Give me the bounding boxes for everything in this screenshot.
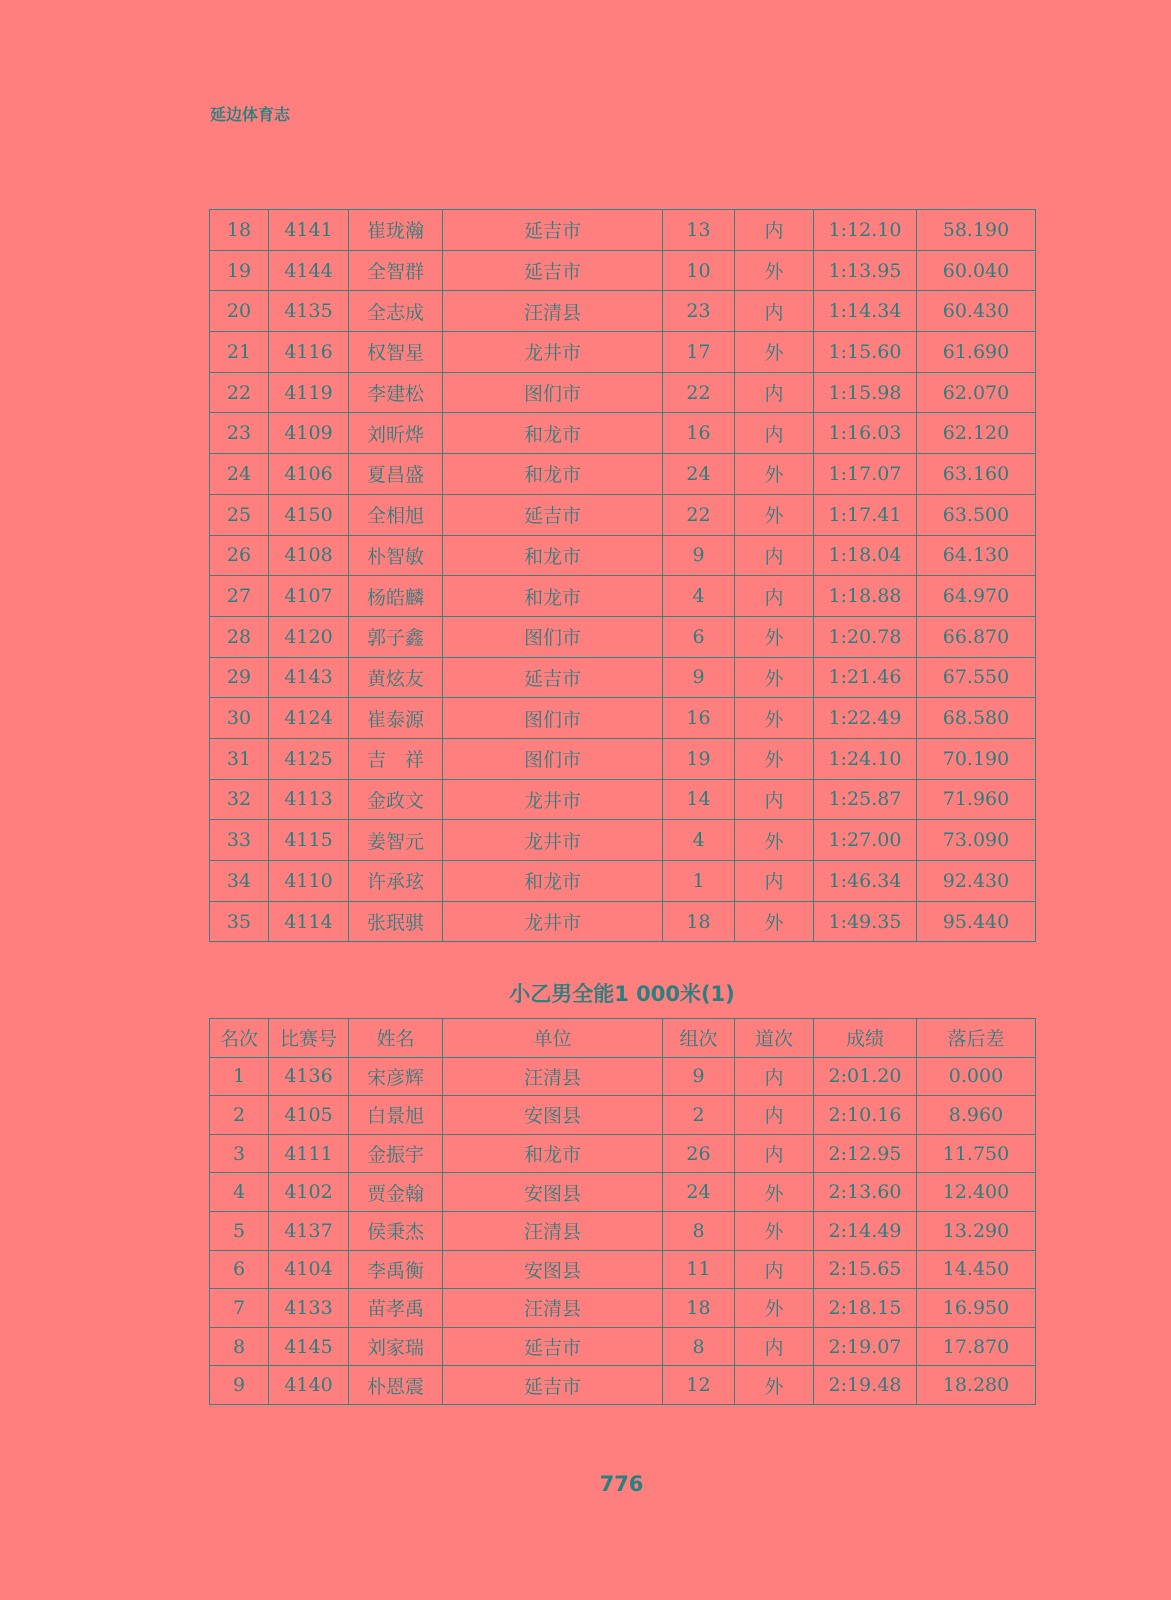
name-cell: 许承玹: [349, 861, 443, 902]
gap-cell: 12.400: [917, 1173, 1036, 1212]
name-cell: 朴智敏: [349, 535, 443, 576]
time-cell: 1:25.87: [814, 779, 917, 820]
unit-cell: 汪清县: [443, 1289, 663, 1328]
name-cell: 郭子鑫: [349, 616, 443, 657]
rank-cell: 23: [210, 413, 269, 454]
name-cell: 金政文: [349, 779, 443, 820]
heat-cell: 12: [663, 1366, 735, 1405]
table-header-row: [210, 1019, 1036, 1058]
lane-cell: 外: [735, 494, 814, 535]
table-row: [210, 250, 1036, 291]
bib-cell: 4124: [269, 698, 349, 739]
table-row: [210, 901, 1036, 942]
column-header: 落后差: [917, 1019, 1036, 1058]
bib-cell: 4141: [269, 210, 349, 251]
rank-cell: 21: [210, 332, 269, 373]
table-row: [210, 1211, 1036, 1250]
rank-cell: 28: [210, 616, 269, 657]
unit-cell: 龙井市: [443, 901, 663, 942]
time-cell: 2:18.15: [814, 1289, 917, 1328]
heat-cell: 14: [663, 779, 735, 820]
lane-cell: 内: [735, 1250, 814, 1289]
table-row: [210, 454, 1036, 495]
lane-cell: 内: [735, 1057, 814, 1096]
time-cell: 2:10.16: [814, 1096, 917, 1135]
rank-cell: 24: [210, 454, 269, 495]
heat-cell: 19: [663, 738, 735, 779]
name-cell: 夏昌盛: [349, 454, 443, 495]
bib-cell: 4120: [269, 616, 349, 657]
unit-cell: 和龙市: [443, 454, 663, 495]
rank-cell: 32: [210, 779, 269, 820]
column-header: 比赛号: [269, 1019, 349, 1058]
table-row: [210, 535, 1036, 576]
unit-cell: 延吉市: [443, 657, 663, 698]
gap-cell: 0.000: [917, 1057, 1036, 1096]
bib-cell: 4114: [269, 901, 349, 942]
table-row: [210, 698, 1036, 739]
heat-cell: 16: [663, 698, 735, 739]
heat-cell: 16: [663, 413, 735, 454]
rank-cell: 29: [210, 657, 269, 698]
lane-cell: 内: [735, 535, 814, 576]
running-head: 延边体育志: [210, 105, 291, 124]
gap-cell: 17.870: [917, 1327, 1036, 1366]
gap-cell: 11.750: [917, 1134, 1036, 1173]
unit-cell: 龙井市: [443, 820, 663, 861]
unit-cell: 安图县: [443, 1250, 663, 1289]
table-row: [210, 1289, 1036, 1328]
lane-cell: 内: [735, 372, 814, 413]
gap-cell: 64.970: [917, 576, 1036, 617]
time-cell: 1:21.46: [814, 657, 917, 698]
lane-cell: 内: [735, 861, 814, 902]
gap-cell: 18.280: [917, 1366, 1036, 1405]
name-cell: 金振宇: [349, 1134, 443, 1173]
heat-cell: 22: [663, 372, 735, 413]
unit-cell: 图们市: [443, 372, 663, 413]
name-cell: 侯秉杰: [349, 1211, 443, 1250]
gap-cell: 66.870: [917, 616, 1036, 657]
name-cell: 李建松: [349, 372, 443, 413]
lane-cell: 外: [735, 901, 814, 942]
lane-cell: 外: [735, 738, 814, 779]
rank-cell: 5: [210, 1211, 269, 1250]
lane-cell: 内: [735, 779, 814, 820]
lane-cell: 内: [735, 576, 814, 617]
lane-cell: 外: [735, 1173, 814, 1212]
heat-cell: 11: [663, 1250, 735, 1289]
table-row: [210, 1096, 1036, 1135]
unit-cell: 汪清县: [443, 291, 663, 332]
heat-cell: 24: [663, 454, 735, 495]
rank-cell: 26: [210, 535, 269, 576]
gap-cell: 64.130: [917, 535, 1036, 576]
table-row: [210, 494, 1036, 535]
name-cell: 宋彦辉: [349, 1057, 443, 1096]
page-number: 776: [599, 1472, 644, 1496]
name-cell: 刘昕烨: [349, 413, 443, 454]
unit-cell: 延吉市: [443, 494, 663, 535]
heat-cell: 18: [663, 901, 735, 942]
heat-cell: 24: [663, 1173, 735, 1212]
gap-cell: 63.160: [917, 454, 1036, 495]
bib-cell: 4109: [269, 413, 349, 454]
lane-cell: 外: [735, 698, 814, 739]
heat-cell: 13: [663, 210, 735, 251]
rank-cell: 18: [210, 210, 269, 251]
time-cell: 2:14.49: [814, 1211, 917, 1250]
name-cell: 贾金翰: [349, 1173, 443, 1212]
bib-cell: 4113: [269, 779, 349, 820]
time-cell: 1:13.95: [814, 250, 917, 291]
column-header: 单位: [443, 1019, 663, 1058]
heat-cell: 26: [663, 1134, 735, 1173]
lane-cell: 外: [735, 1366, 814, 1405]
rank-cell: 30: [210, 698, 269, 739]
time-cell: 2:19.48: [814, 1366, 917, 1405]
bib-cell: 4106: [269, 454, 349, 495]
heat-cell: 18: [663, 1289, 735, 1328]
bib-cell: 4133: [269, 1289, 349, 1328]
time-cell: 1:22.49: [814, 698, 917, 739]
gap-cell: 92.430: [917, 861, 1036, 902]
unit-cell: 汪清县: [443, 1057, 663, 1096]
table-row: [210, 372, 1036, 413]
name-cell: 全智群: [349, 250, 443, 291]
lane-cell: 外: [735, 332, 814, 373]
gap-cell: 61.690: [917, 332, 1036, 373]
table-row: [210, 1327, 1036, 1366]
rank-cell: 34: [210, 861, 269, 902]
table-row: [210, 1134, 1036, 1173]
rank-cell: 25: [210, 494, 269, 535]
column-header: 道次: [735, 1019, 814, 1058]
table-row: [210, 861, 1036, 902]
name-cell: 崔泰源: [349, 698, 443, 739]
unit-cell: 和龙市: [443, 576, 663, 617]
table-row: [210, 1366, 1036, 1405]
unit-cell: 和龙市: [443, 1134, 663, 1173]
heat-cell: 9: [663, 657, 735, 698]
heat-cell: 8: [663, 1327, 735, 1366]
gap-cell: 16.950: [917, 1289, 1036, 1328]
name-cell: 崔珑瀚: [349, 210, 443, 251]
lane-cell: 内: [735, 291, 814, 332]
gap-cell: 13.290: [917, 1211, 1036, 1250]
gap-cell: 60.040: [917, 250, 1036, 291]
bib-cell: 4144: [269, 250, 349, 291]
heat-cell: 9: [663, 535, 735, 576]
unit-cell: 延吉市: [443, 210, 663, 251]
rank-cell: 2: [210, 1096, 269, 1135]
gap-cell: 8.960: [917, 1096, 1036, 1135]
time-cell: 1:20.78: [814, 616, 917, 657]
lane-cell: 外: [735, 616, 814, 657]
bib-cell: 4111: [269, 1134, 349, 1173]
time-cell: 1:17.07: [814, 454, 917, 495]
bib-cell: 4110: [269, 861, 349, 902]
unit-cell: 和龙市: [443, 861, 663, 902]
rank-cell: 1: [210, 1057, 269, 1096]
table-row: [210, 738, 1036, 779]
unit-cell: 和龙市: [443, 535, 663, 576]
time-cell: 1:18.04: [814, 535, 917, 576]
heat-cell: 1: [663, 861, 735, 902]
rank-cell: 7: [210, 1289, 269, 1328]
bib-cell: 4115: [269, 820, 349, 861]
bib-cell: 4108: [269, 535, 349, 576]
name-cell: 苗孝禹: [349, 1289, 443, 1328]
bib-cell: 4135: [269, 291, 349, 332]
time-cell: 1:15.60: [814, 332, 917, 373]
bib-cell: 4105: [269, 1096, 349, 1135]
name-cell: 黄炫友: [349, 657, 443, 698]
table-row: [210, 576, 1036, 617]
bib-cell: 4125: [269, 738, 349, 779]
gap-cell: 73.090: [917, 820, 1036, 861]
bib-cell: 4140: [269, 1366, 349, 1405]
time-cell: 1:24.10: [814, 738, 917, 779]
gap-cell: 14.450: [917, 1250, 1036, 1289]
name-cell: 全相旭: [349, 494, 443, 535]
bib-cell: 4119: [269, 372, 349, 413]
rank-cell: 8: [210, 1327, 269, 1366]
heat-cell: 8: [663, 1211, 735, 1250]
table-row: [210, 1057, 1036, 1096]
results-table-continued: [209, 209, 1036, 942]
time-cell: 1:49.35: [814, 901, 917, 942]
table-row: [210, 657, 1036, 698]
bib-cell: 4116: [269, 332, 349, 373]
table-row: [210, 616, 1036, 657]
lane-cell: 外: [735, 657, 814, 698]
lane-cell: 内: [735, 1134, 814, 1173]
name-cell: 全志成: [349, 291, 443, 332]
rank-cell: 20: [210, 291, 269, 332]
heat-cell: 9: [663, 1057, 735, 1096]
unit-cell: 图们市: [443, 616, 663, 657]
time-cell: 2:13.60: [814, 1173, 917, 1212]
column-header: 名次: [210, 1019, 269, 1058]
unit-cell: 图们市: [443, 738, 663, 779]
table-row: [210, 210, 1036, 251]
heat-cell: 6: [663, 616, 735, 657]
lane-cell: 外: [735, 250, 814, 291]
time-cell: 1:46.34: [814, 861, 917, 902]
section-title: 小乙男全能1 000米(1): [509, 982, 735, 1006]
rank-cell: 4: [210, 1173, 269, 1212]
gap-cell: 95.440: [917, 901, 1036, 942]
heat-cell: 17: [663, 332, 735, 373]
time-cell: 1:14.34: [814, 291, 917, 332]
heat-cell: 22: [663, 494, 735, 535]
unit-cell: 安图县: [443, 1096, 663, 1135]
rank-cell: 31: [210, 738, 269, 779]
bib-cell: 4107: [269, 576, 349, 617]
name-cell: 杨皓麟: [349, 576, 443, 617]
table-row: [210, 1250, 1036, 1289]
gap-cell: 62.070: [917, 372, 1036, 413]
lane-cell: 内: [735, 210, 814, 251]
results-table-continued-body: [210, 210, 1036, 942]
heat-cell: 10: [663, 250, 735, 291]
bib-cell: 4136: [269, 1057, 349, 1096]
name-cell: 张珉骐: [349, 901, 443, 942]
rank-cell: 3: [210, 1134, 269, 1173]
name-cell: 姜智元: [349, 820, 443, 861]
rank-cell: 19: [210, 250, 269, 291]
name-cell: 白景旭: [349, 1096, 443, 1135]
rank-cell: 22: [210, 372, 269, 413]
column-header: 成绩: [814, 1019, 917, 1058]
lane-cell: 内: [735, 1096, 814, 1135]
name-cell: 李禹衡: [349, 1250, 443, 1289]
name-cell: 刘家瑞: [349, 1327, 443, 1366]
time-cell: 1:16.03: [814, 413, 917, 454]
rank-cell: 33: [210, 820, 269, 861]
heat-cell: 23: [663, 291, 735, 332]
gap-cell: 62.120: [917, 413, 1036, 454]
time-cell: 2:15.65: [814, 1250, 917, 1289]
column-header: 组次: [663, 1019, 735, 1058]
lane-cell: 内: [735, 413, 814, 454]
gap-cell: 70.190: [917, 738, 1036, 779]
time-cell: 2:19.07: [814, 1327, 917, 1366]
rank-cell: 9: [210, 1366, 269, 1405]
unit-cell: 和龙市: [443, 413, 663, 454]
time-cell: 1:15.98: [814, 372, 917, 413]
name-cell: 吉 祥: [349, 738, 443, 779]
results-table-1000m: [209, 1018, 1036, 1405]
lane-cell: 内: [735, 1327, 814, 1366]
name-cell: 朴恩震: [349, 1366, 443, 1405]
name-cell: 权智星: [349, 332, 443, 373]
table-row: [210, 779, 1036, 820]
time-cell: 1:18.88: [814, 576, 917, 617]
results-table-1000m-body: [210, 1057, 1036, 1404]
gap-cell: 67.550: [917, 657, 1036, 698]
time-cell: 1:12.10: [814, 210, 917, 251]
bib-cell: 4143: [269, 657, 349, 698]
unit-cell: 延吉市: [443, 1327, 663, 1366]
time-cell: 2:01.20: [814, 1057, 917, 1096]
table-row: [210, 413, 1036, 454]
rank-cell: 27: [210, 576, 269, 617]
bib-cell: 4137: [269, 1211, 349, 1250]
bib-cell: 4104: [269, 1250, 349, 1289]
time-cell: 1:27.00: [814, 820, 917, 861]
gap-cell: 60.430: [917, 291, 1036, 332]
gap-cell: 68.580: [917, 698, 1036, 739]
lane-cell: 外: [735, 454, 814, 495]
bib-cell: 4102: [269, 1173, 349, 1212]
table-row: [210, 1173, 1036, 1212]
unit-cell: 延吉市: [443, 1366, 663, 1405]
table-row: [210, 332, 1036, 373]
table-row: [210, 820, 1036, 861]
lane-cell: 外: [735, 1289, 814, 1328]
unit-cell: 龙井市: [443, 779, 663, 820]
bib-cell: 4145: [269, 1327, 349, 1366]
time-cell: 1:17.41: [814, 494, 917, 535]
gap-cell: 63.500: [917, 494, 1036, 535]
unit-cell: 延吉市: [443, 250, 663, 291]
unit-cell: 安图县: [443, 1173, 663, 1212]
lane-cell: 外: [735, 820, 814, 861]
gap-cell: 71.960: [917, 779, 1036, 820]
table-row: [210, 291, 1036, 332]
gap-cell: 58.190: [917, 210, 1036, 251]
unit-cell: 图们市: [443, 698, 663, 739]
heat-cell: 2: [663, 1096, 735, 1135]
rank-cell: 6: [210, 1250, 269, 1289]
unit-cell: 龙井市: [443, 332, 663, 373]
heat-cell: 4: [663, 576, 735, 617]
lane-cell: 外: [735, 1211, 814, 1250]
column-header: 姓名: [349, 1019, 443, 1058]
heat-cell: 4: [663, 820, 735, 861]
bib-cell: 4150: [269, 494, 349, 535]
time-cell: 2:12.95: [814, 1134, 917, 1173]
rank-cell: 35: [210, 901, 269, 942]
unit-cell: 汪清县: [443, 1211, 663, 1250]
